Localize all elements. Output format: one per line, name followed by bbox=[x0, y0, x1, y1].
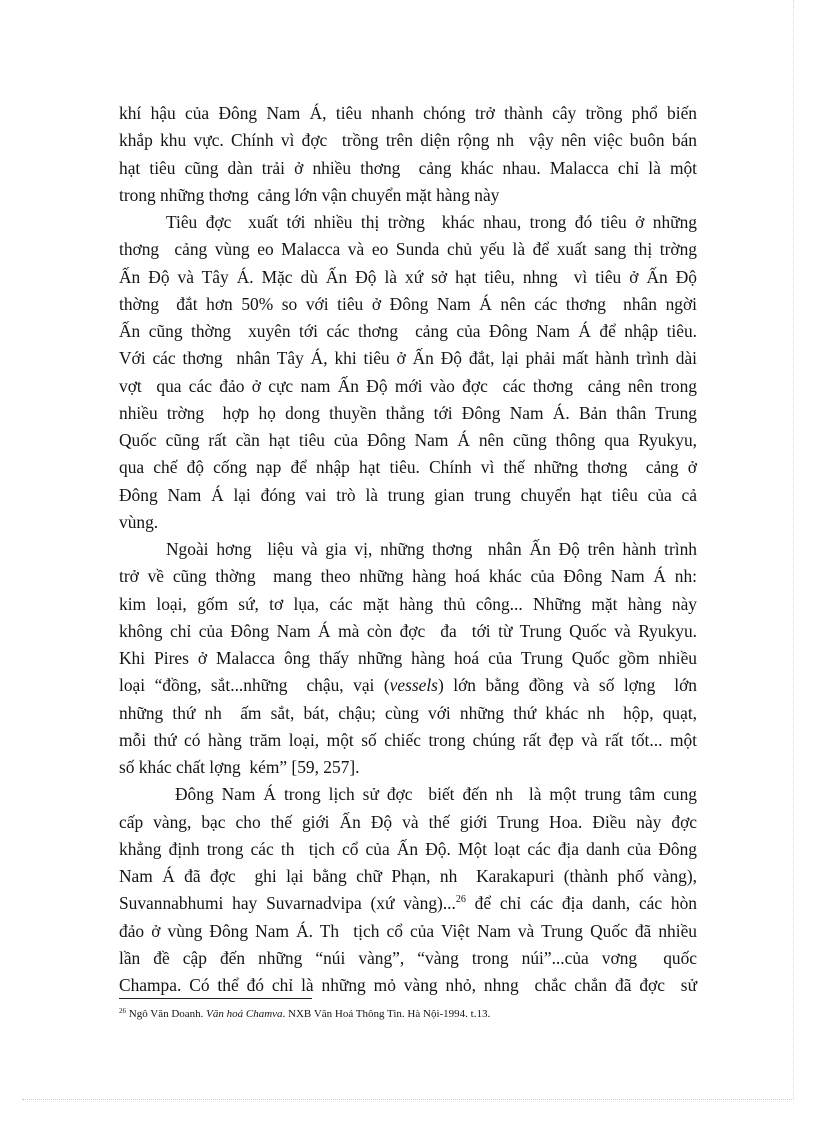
footnote-ref: 26 bbox=[455, 894, 466, 905]
body-line: khí hậu của Đông Nam Á, tiêu nhanh chóng trở thành cây trồng phổ biến bbox=[119, 103, 697, 123]
body-line: mỗi thứ có hàng trăm loại, một số chiếc trong chúng rất đẹp và rất tốt... một bbox=[119, 730, 697, 750]
footnote bbox=[119, 1006, 697, 1022]
body-line: không chỉ của Đông Nam Á mà còn đợc đa tới từ Trung Quốc và Ryukyu. bbox=[119, 621, 697, 641]
body-line: cấp vàng, bạc cho thế giới Ấn Độ và thế giới Trung Hoa. Điều này đợc bbox=[119, 812, 697, 832]
page-edge-bottom bbox=[22, 1099, 794, 1100]
body-line: hạt tiêu cũng dàn trải ở nhiều thơng cảng khác nhau. Malacca chỉ là một bbox=[119, 158, 697, 178]
body-line bbox=[119, 670, 697, 700]
body-line: khẳng định trong các th tịch cổ của Ấn Độ. Một loạt các địa danh của Đông bbox=[119, 839, 697, 859]
paragraph-first-line: Tiêu đợc xuất tới nhiều thị trờng khác nhau, trong đó tiêu ở những bbox=[166, 212, 697, 232]
body-line: khắp khu vực. Chính vì đợc trồng trên diện rộng nh vậy nên việc buôn bán bbox=[119, 130, 697, 150]
body-line: lần đề cập đến những “núi vàng”, “vàng trong núi”...của vơng quốc bbox=[119, 948, 697, 968]
footnote-marker: 26 bbox=[119, 1007, 126, 1015]
body-line: trong những thơng cảng lớn vận chuyển mặt hàng này bbox=[119, 185, 500, 205]
body-line: Với các thơng nhân Tây Á, khi tiêu ở Ấn Độ đắt, lại phải mất hành trình dài bbox=[119, 348, 697, 368]
text-run: để chỉ các địa danh, các hòn bbox=[465, 893, 698, 913]
body-line: Quốc cũng rất cần hạt tiêu của Đông Nam Á nên cũng thông qua Ryukyu, bbox=[119, 430, 697, 450]
body-line: kim loại, gốm sứ, tơ lụa, các mặt hàng thủ công... Những mặt hàng này bbox=[119, 594, 697, 614]
footnote-text: Ngô Văn Doanh. bbox=[126, 1008, 207, 1020]
text-run: loại “đồng, sắt...những chậu, vại ( bbox=[119, 675, 390, 695]
text-run: Suvannabhumi hay Suvarnadvipa (xứ vàng)... bbox=[119, 893, 456, 913]
body-line: Ấn Độ và Tây Á. Mặc dù Ấn Độ là xứ sở hạt tiêu, nhng vì tiêu ở Ấn Độ bbox=[119, 267, 697, 287]
italic-term: vessels bbox=[389, 675, 438, 695]
body-line: Đông Nam Á lại đóng vai trò là trung gian trung chuyển hạt tiêu của cả bbox=[119, 485, 697, 505]
paragraph-first-line: Đông Nam Á trong lịch sử đợc biết đến nh là một trung tâm cung bbox=[175, 784, 697, 804]
body-line bbox=[119, 888, 697, 918]
page-edge-right bbox=[793, 0, 794, 1100]
body-line: qua chế độ cống nạp để nhập hạt tiêu. Chính vì thế những thơng cảng ở bbox=[119, 457, 697, 477]
body-line: Champa. Có thể đó chỉ là những mỏ vàng nhỏ, nhng chắc chắn đã đợc sử bbox=[119, 975, 697, 995]
body-line: nhiều trờng hợp họ dong thuyền thẳng tới Đông Nam Á. Bản thân Trung bbox=[119, 403, 697, 423]
text-run: ) lớn bằng đồng và số lợng lớn bbox=[437, 675, 697, 695]
body-line: Nam Á đã đợc ghi lại bằng chữ Phạn, nh Karakapuri (thành phố vàng), bbox=[119, 866, 697, 886]
body-line: thơng cảng vùng eo Malacca và eo Sunda chủ yếu là để xuất sang thị trờng bbox=[119, 239, 697, 259]
body-line: Khi Pires ở Malacca ông thấy những hàng hoá của Trung Quốc gồm nhiều bbox=[119, 648, 697, 668]
body-line: đảo ở vùng Đông Nam Á. Th tịch cổ của Việt Nam và Trung Quốc đã nhiều bbox=[119, 921, 697, 941]
paragraph-first-line: Ngoài hơng liệu và gia vị, những thơng nhân Ấn Độ trên hành trình bbox=[166, 539, 697, 559]
footnote-title: Văn hoá Chamva bbox=[206, 1008, 283, 1020]
footnote-text: . NXB Văn Hoá Thông Tin. Hà Nội-1994. t.13. bbox=[282, 1008, 491, 1020]
body-line: trở về cũng thờng mang theo những hàng hoá khác của Đông Nam Á nh: bbox=[119, 566, 697, 586]
body-line: vợt qua các đảo ở cực nam Ấn Độ mới vào đợc các thơng cảng nên trong bbox=[119, 376, 697, 396]
body-line: số khác chất lợng kém” [59, 257]. bbox=[119, 757, 360, 777]
body-line: những thứ nh ấm sắt, bát, chậu; cùng với những thứ khác nh hộp, quạt, bbox=[119, 703, 697, 723]
footnote-separator bbox=[119, 998, 312, 999]
body-line: Ấn cũng thờng xuyên tới các thơng cảng của Đông Nam Á để nhập tiêu. bbox=[119, 321, 697, 341]
body-line: vùng. bbox=[119, 512, 159, 532]
body-line: thờng đắt hơn 50% so với tiêu ở Đông Nam Á nên các thơng nhân ngời bbox=[119, 294, 697, 314]
